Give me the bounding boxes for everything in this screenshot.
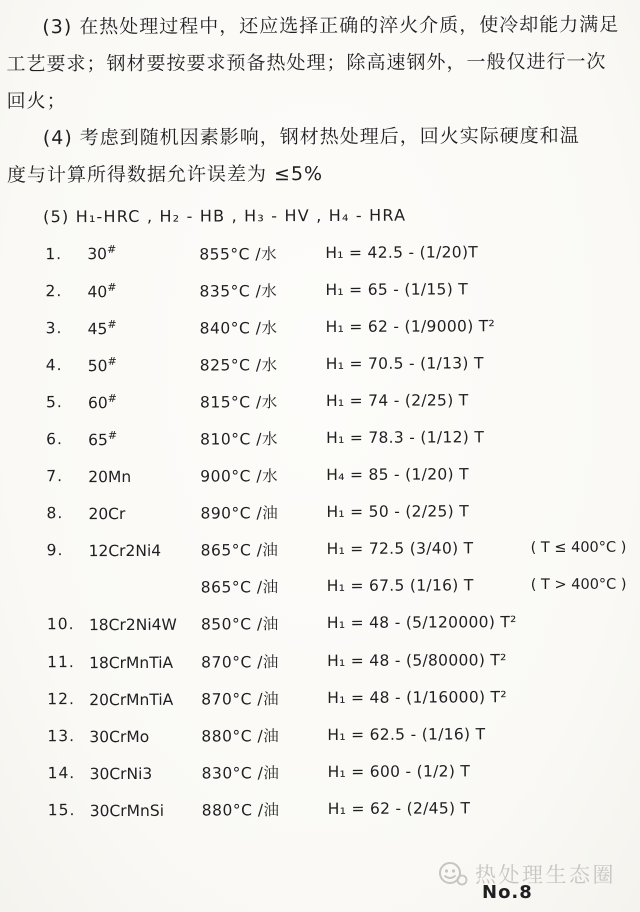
steel-grade-text: 12Cr2Ni4 [88,542,162,561]
row-number: 10. [46,615,75,634]
temperature-condition: ( T > 400°C ) [530,577,627,594]
hardness-formula: H₁ = 62 - (2/45) T [327,799,471,818]
hardness-formula: H₁ = 70.5 - (1/13) T [325,354,484,373]
steel-grade [89,614,201,635]
quench-temperature-medium: 810°C /水 [200,430,278,449]
table-row [46,455,640,495]
row-number: 6. [46,430,63,449]
table-row [47,604,640,644]
steel-grade-text: 40 [87,282,108,301]
steel-grade-text: 18CrMnTiA [89,653,174,672]
steel-grade [89,651,201,672]
paragraph-3 [0,0,639,120]
hardness-formula: H₁ = 42.5 - (1/20)T [325,242,479,262]
hardness-formula: H₁ = 78.3 - (1/12) T [326,428,485,447]
hardness-formula: H₁ = 62 - (1/9000) T² [325,316,496,336]
quench-temperature-medium: 900°C /水 [200,467,279,486]
steel-grade-text: 30 [87,245,108,264]
hardness-formula: H₁ = 62.5 - (1/16) T [327,725,486,744]
hardness-formula: H₄ = 85 - (1/20) T [326,465,469,485]
steel-grade-text: 30CrMnSi [89,801,165,821]
quench-temperature-medium: 830°C /油 [201,764,280,783]
row-number: 5. [45,393,63,412]
hardness-formula: H₁ = 74 - (2/25) T [325,391,469,410]
steel-grade [87,280,199,301]
steel-grade [88,503,200,524]
table-row [45,233,639,273]
table-row [46,418,640,458]
steel-grade-hash: # [107,317,117,331]
hardness-scale-legend: (5) H₁-HRC , H₂ - HB , H₃ - HV , H₄ - HRA [43,205,407,227]
table-row [47,678,640,718]
steel-grade [89,725,201,746]
table-row [46,381,640,421]
steel-grade-text: 20Mn [88,468,132,487]
row-number: 11. [47,652,75,671]
steel-grade-text: 45 [87,319,108,338]
row-number: 2. [45,281,63,300]
steel-grade [88,391,200,412]
hardness-formula: H₁ = 48 - (5/120000) T² [326,613,517,633]
row-number: 7. [46,467,64,486]
steel-grade-text: 50 [87,356,108,375]
handwritten-line: 工艺要求；钢材要按要求预备热处理；除高速钢外，一般仅进行一次 [6,50,607,76]
steel-grade [89,540,201,561]
steel-grade [89,688,201,709]
table-row [46,492,640,532]
hardness-formula: H₁ = 600 - (1/2) T [327,762,471,781]
steel-grade [90,762,202,783]
steel-grade [90,799,202,820]
chat-face-logo-icon [438,861,468,887]
hardness-formula: H₁ = 67.5 (1/16) T [326,576,474,596]
quench-temperature-medium: 870°C /油 [201,689,280,709]
row-number: 14. [47,763,76,783]
steel-grade-hash: # [107,391,117,405]
hardness-formula: H₁ = 65 - (1/15) T [325,279,469,299]
watermark-text: 热处理生态圈 [475,863,616,887]
hardness-formula: H₁ = 48 - (1/16000) T² [327,687,507,707]
row-number: 4. [45,355,63,375]
row-number: 1. [45,244,63,263]
quench-temperature-medium: 870°C /油 [201,652,279,672]
row-number: 9. [46,541,64,560]
quench-temperature-medium: 815°C /水 [199,393,278,412]
table-row [47,715,640,755]
paragraph-4 [0,118,639,195]
quench-temperature-medium: 825°C /水 [199,356,278,375]
quench-temperature-medium: 890°C /油 [200,504,279,523]
steel-grade-hash: # [107,280,117,294]
hardness-formula: H₁ = 50 - (2/25) T [326,502,470,522]
quench-temperature-medium: 835°C /水 [199,281,278,301]
steel-grade-hash: # [106,243,117,257]
steel-grade-hash: # [107,354,117,368]
table-row [47,566,640,606]
handwritten-line: 回火； [6,90,67,113]
steel-grade-text: 20Cr [88,505,126,524]
steel-grade-text: 18Cr2Ni4W [88,616,177,635]
hardness-formula: H₁ = 48 - (5/80000) T² [327,650,507,670]
steel-grade-text: 65 [88,431,108,450]
steel-grade [87,243,199,264]
steel-grade [88,317,200,338]
table-row [47,752,640,792]
row-number: 3. [45,318,63,337]
steel-grade-text: 60 [87,393,108,413]
steel-grade-text: 30CrMo [89,727,150,746]
steel-heat-treatment-table [0,233,640,829]
handwritten-line: (3) 在热处理过程中，还应选择正确的淬火介质，使冷却能力满足 [42,13,620,39]
hardness-formula: H₁ = 72.5 (3/40) T [326,539,474,559]
row-number: 13. [47,726,76,745]
quench-temperature-medium: 865°C /油 [200,541,279,560]
table-row [47,641,640,681]
quench-temperature-medium: 880°C /油 [201,726,280,746]
steel-grade [88,428,200,449]
quench-temperature-medium: 865°C /油 [200,578,279,597]
row-number: 12. [47,689,75,708]
quench-temperature-medium: 840°C /水 [199,318,278,338]
row-number: 15. [47,801,76,820]
steel-grade [88,466,200,487]
table-row [46,344,640,384]
quench-temperature-medium: 880°C /油 [201,801,280,820]
quench-temperature-medium: 855°C /水 [199,244,278,264]
page-number: No.8 [482,882,533,903]
steel-grade-text: 20CrMnTiA [89,690,174,709]
steel-grade [88,354,200,375]
quench-temperature-medium: 850°C /油 [200,615,279,635]
table-row [48,789,640,829]
table-row [47,529,640,569]
row-number: 8. [46,504,64,523]
steel-grade-text: 30CrNi3 [89,764,153,783]
table-row [46,307,640,347]
temperature-condition: ( T ≤ 400°C ) [530,539,627,557]
handwritten-line: 度与计算所得数据允许误差为 ≤5% [6,162,324,187]
handwritten-line: (4) 考虑到随机因素影响，钢材热处理后，回火实际硬度和温 [42,124,580,150]
table-row [45,270,639,310]
steel-grade-hash: # [107,428,118,442]
